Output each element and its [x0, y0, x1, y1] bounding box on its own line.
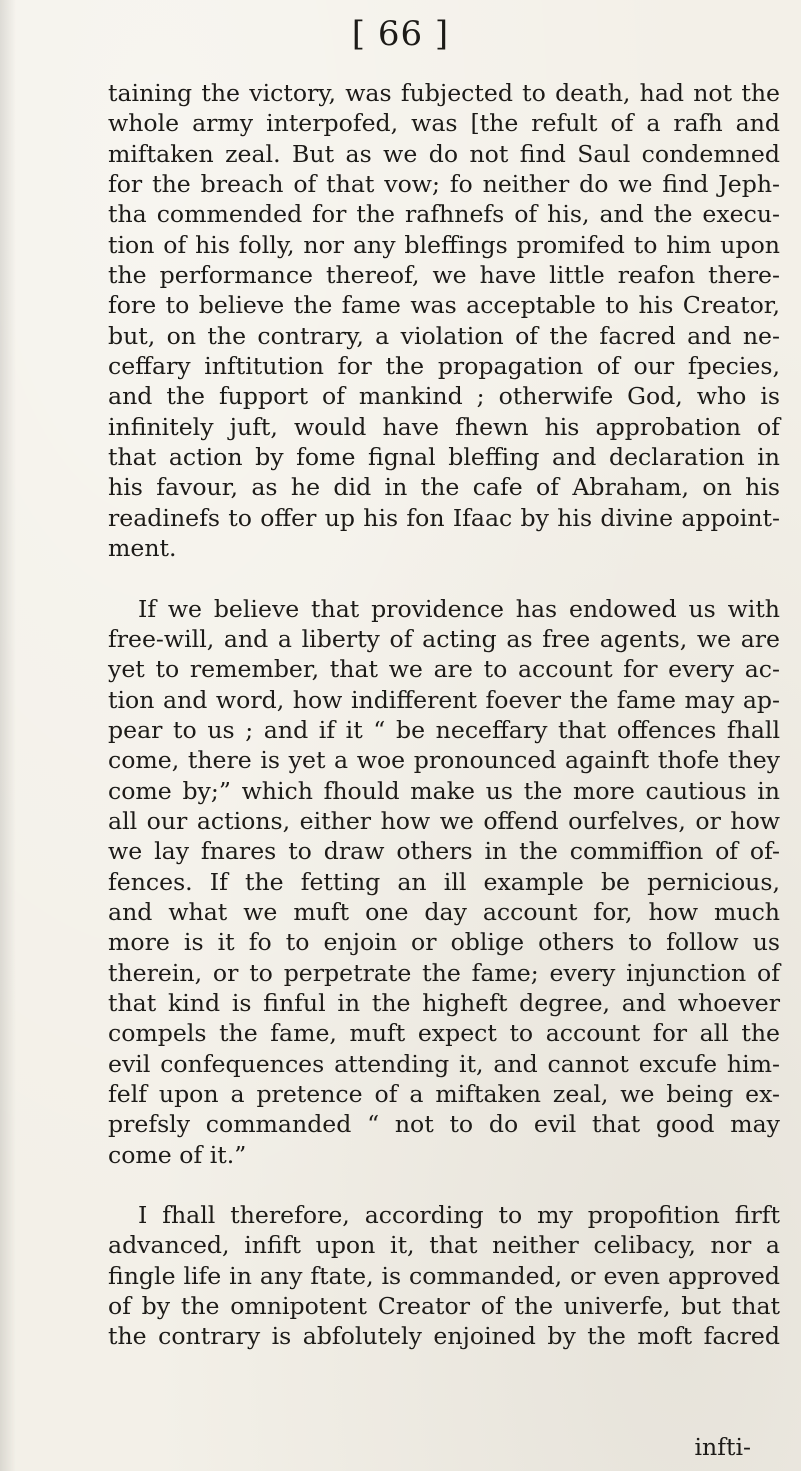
text-line: tion and word, how indifferent foever the fame may ap-: [108, 685, 780, 714]
text-line: free-will, and a liberty of acting as free agents, we are: [108, 624, 780, 653]
gutter-shadow: [0, 0, 16, 1471]
page-number: [ 66 ]: [351, 14, 450, 54]
text-line: come of it.”: [108, 1140, 247, 1169]
catchword: infti-: [694, 1433, 751, 1461]
body-text: [108, 78, 780, 1352]
text-line: fences. If the fetting an ill example be pernicious,: [108, 867, 780, 896]
text-line: ment.: [108, 534, 177, 563]
text-line: taining the victory, was fubjected to death, had not the: [108, 79, 780, 107]
text-line: and the fupport of mankind ; otherwife God, who is: [108, 382, 780, 411]
text-line: readinefs to offer up his fon Ifaac by his divine appoint-: [108, 503, 780, 532]
text-line: his favour, as he did in the cafe of Abraham, on his: [108, 473, 780, 502]
text-line: tion of his folly, nor any bleffings promifed to him upon: [108, 230, 780, 259]
text-line: tha commended for the rafhnefs of his, and the execu-: [108, 200, 780, 229]
text-line: miftaken zeal. But as we do not find Saul condemned: [108, 139, 780, 168]
text-line: fingle life in any ftate, is commanded, or even approved: [108, 1261, 780, 1290]
text-line: and what we muft one day account for, how much: [108, 897, 780, 926]
paragraph-3: [108, 1200, 780, 1352]
text-line: prefsly commanded “ not to do evil that good may: [108, 1110, 780, 1139]
paragraph-gap: [108, 564, 780, 594]
text-line: come by;” which fhould make us the more cautious in: [108, 776, 780, 805]
text-line: felf upon a pretence of a miftaken zeal, we being ex-: [108, 1080, 780, 1108]
text-line: compels the fame, muft expect to account for all the: [108, 1019, 780, 1048]
text-line: but, on the contrary, a violation of the facred and ne-: [108, 321, 780, 350]
text-line: more is it fo to enjoin or oblige others to follow us: [108, 928, 780, 957]
text-line: whole army interpofed, was [the refult of a rafh and: [108, 109, 780, 138]
text-line: fore to believe the fame was acceptable to his Creator,: [108, 291, 780, 320]
paragraph-gap: [108, 1170, 780, 1200]
paragraph-2: [108, 594, 780, 1171]
text-line: that action by fome fignal bleffing and declaration in: [108, 443, 780, 472]
text-line: ceffary inftitution for the propagation of our fpecies,: [108, 352, 780, 381]
text-line: infinitely juft, would have fhewn his approbation of: [108, 412, 780, 441]
text-line: we lay fnares to draw others in the commiffion of of-: [108, 837, 780, 866]
text-line: come, there is yet a woe pronounced againft thofe they: [108, 746, 780, 775]
text-line: If we believe that providence has endowed us with: [138, 594, 780, 623]
text-line: the contrary is abfolutely enjoined by the moft facred: [108, 1322, 780, 1351]
text-line: for the breach of that vow; fo neither do we find Jeph-: [108, 170, 780, 199]
text-line: that kind is finful in the higheft degree, and whoever: [108, 988, 780, 1017]
paragraph-1: [108, 78, 780, 564]
text-line: the performance thereof, we have little reafon there-: [108, 261, 780, 290]
text-line: all our actions, either how we offend ourfelves, or how: [108, 806, 780, 835]
text-line: evil confequences attending it, and cannot excufe him-: [108, 1049, 780, 1078]
text-line: advanced, infift upon it, that neither celibacy, nor a: [108, 1231, 780, 1260]
text-line: yet to remember, that we are to account for every ac-: [108, 655, 780, 684]
text-line: pear to us ; and if it “ be neceffary that offences fhall: [108, 715, 780, 744]
text-line: of by the omnipotent Creator of the univerfe, but that: [108, 1292, 780, 1321]
text-line: therein, or to perpetrate the fame; every injunction of: [108, 958, 780, 987]
text-line: I fhall therefore, according to my propofition firft: [138, 1201, 780, 1230]
